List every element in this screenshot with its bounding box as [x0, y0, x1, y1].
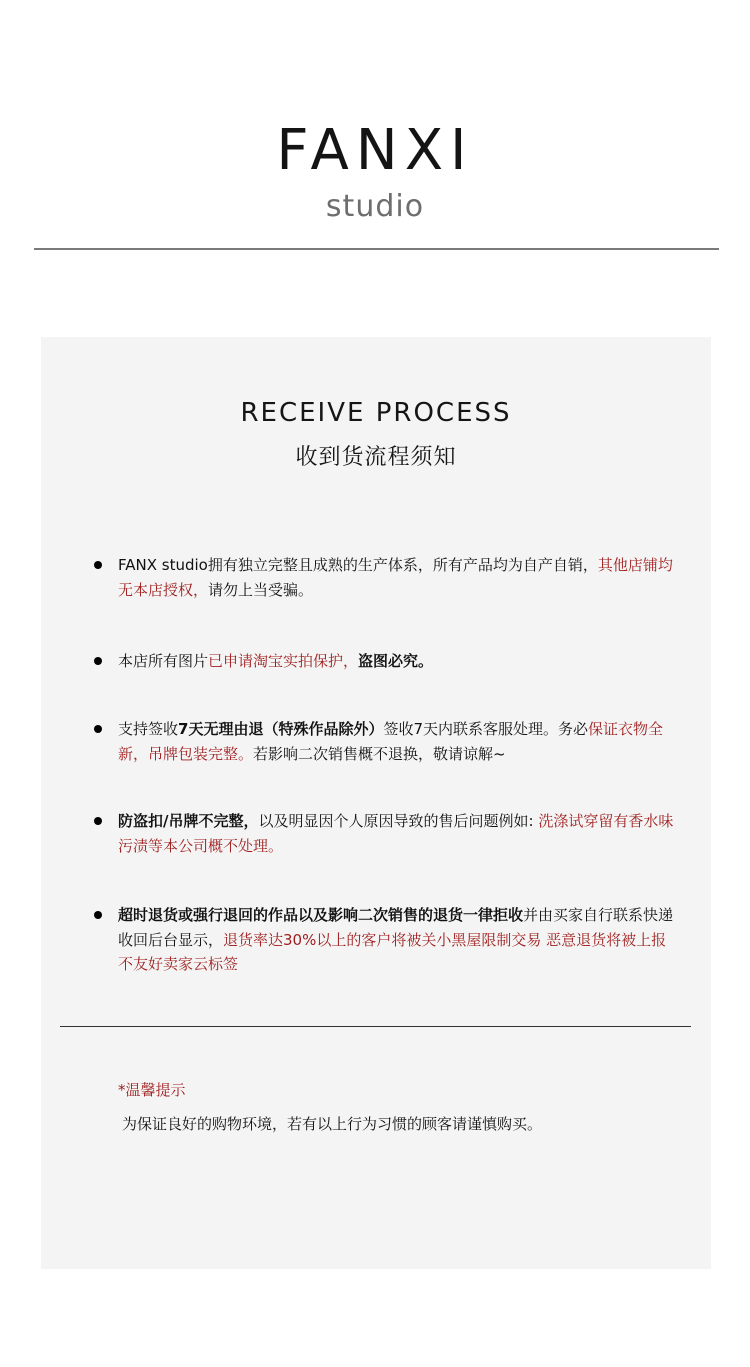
brand-subtitle: studio: [325, 189, 425, 224]
bullet-icon: [94, 725, 102, 733]
section-divider: [60, 1026, 691, 1027]
tip-text: 为保证良好的购物环境，若有以上行为习惯的顾客请谨慎购买。: [122, 1115, 543, 1133]
panel-title-cn: 收到货流程须知: [295, 445, 457, 470]
notice-panel: [41, 337, 711, 1269]
list-item: 防盗扣/吊牌不完整，以及明显因个人原因导致的售后问题例如: 洗涤试穿留有香水味污渍等本公司概不处理。: [118, 809, 678, 858]
bullet-icon: [94, 911, 102, 919]
bullet-icon: [94, 561, 102, 569]
bullet-icon: [94, 817, 102, 825]
tip-title: *温馨提示: [118, 1081, 186, 1099]
brand-logo-text: FANXI: [276, 118, 474, 183]
list-item: FANX studio拥有独立完整且成熟的生产体系，所有产品均为自产自销，其他店铺均无本店授权，请勿上当受骗。: [118, 553, 678, 602]
list-item: 支持签收7天无理由退（特殊作品除外）签收7天内联系客服处理。务必保证衣物全新，吊牌包装完整。若影响二次销售概不退换，敬请谅解~: [118, 717, 678, 766]
list-item: 本店所有图片已申请淘宝实拍保护，盗图必究。: [118, 649, 678, 674]
list-item: 超时退货或强行退回的作品以及影响二次销售的退货一律拒收并由买家自行联系快递收回后台显示，退货率达30%以上的客户将被关小黑屋限制交易 恶意退货将被上报不友好卖家云标签: [118, 903, 678, 977]
panel-title-en: RECEIVE PROCESS: [240, 398, 512, 428]
header-divider: [34, 248, 719, 250]
bullet-icon: [94, 657, 102, 665]
